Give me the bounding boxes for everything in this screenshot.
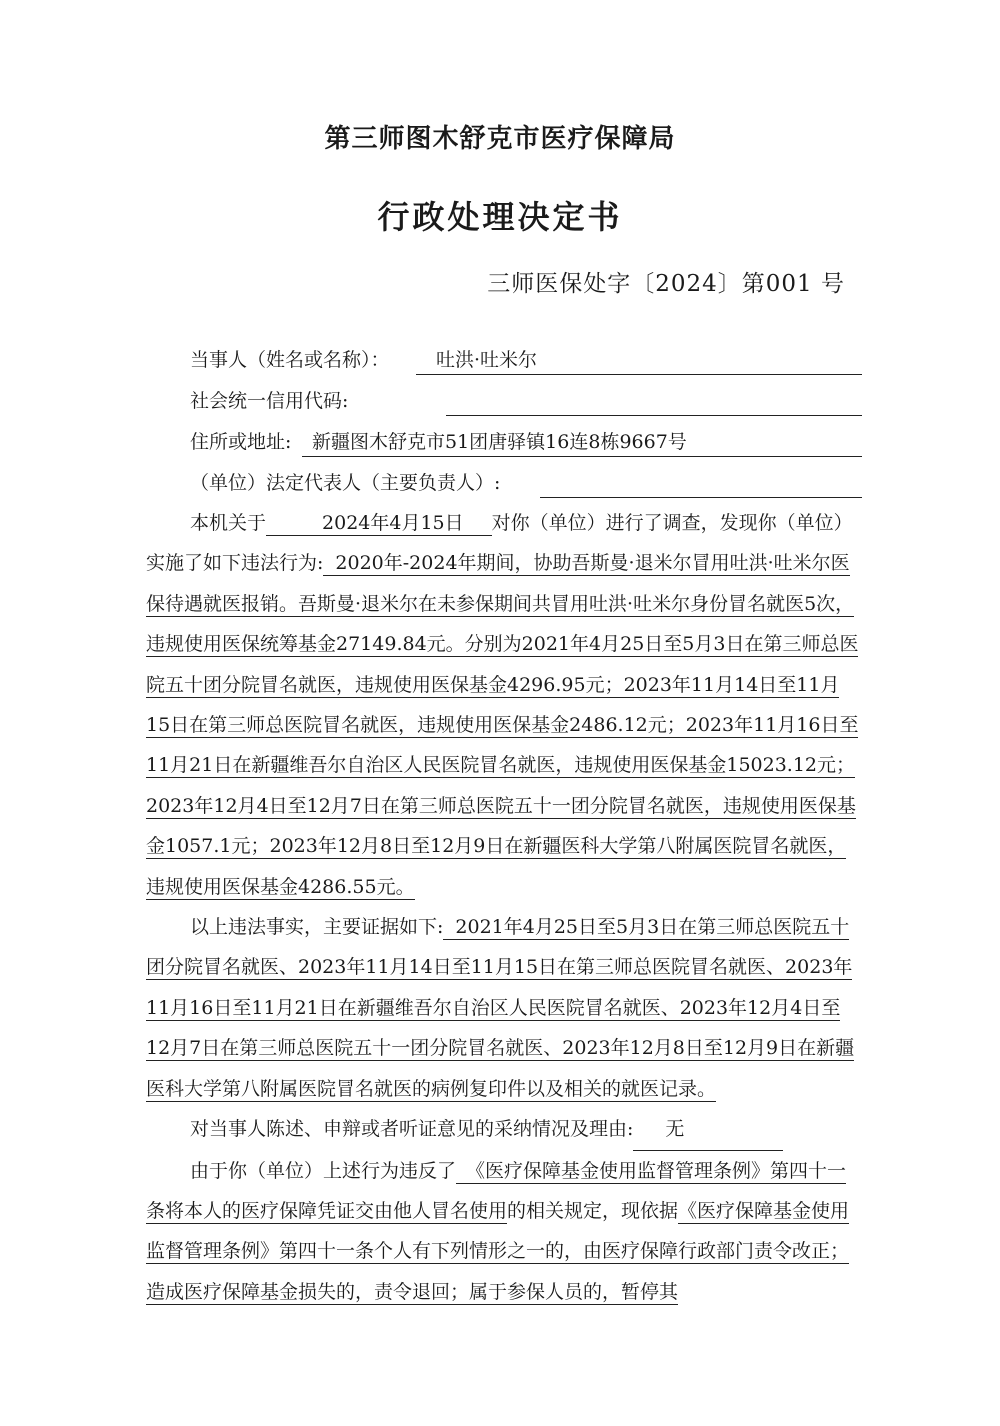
investigation-paragraph — [146, 503, 860, 907]
document-body — [146, 503, 860, 1312]
investigation-prefix: 本机关于 — [190, 512, 267, 534]
evidence-description: 2021年4月25日至5月3日在第三师总医院五十团分院冒名就医、2023年11月14日至11月15日在第三师总医院冒名就医、2023年11月16日至11月21日在新疆维吾尔自治区人民医院冒名就医、2023年12月4日至12月7日在第三师总医院五十一团分院冒名就医、2023年12月8日至12月9日在新疆医科大学第八附属医院冒名就医的病例复印件以及相关的就医记录。 — [146, 916, 855, 1100]
violation-description: 2020年-2024年期间，协助吾斯曼·退米尔冒用吐洪·吐米尔医保待遇就医报销。吾斯曼·退米尔在未参保期间共冒用吐洪·吐米尔身份冒名就医5次，违规使用医保统筹基金27149.84元。分别为2021年4月25日至5月3日在第三师总医院五十团分院冒名就医，违规使用医保基金4296.95元；2023年11月14日至11月15日在第三师总医院冒名就医，违规使用医保基金2486.12元；2023年11月16日至11月21日在新疆维吾尔自治区人民医院冒名就医，违规使用医保基金15023.12元；2023年12月4日至12月7日在第三师总医院五十一团分院冒名就医，违规使用医保基金1057.1元；2023年12月8日至12月9日在新疆医科大学第八附属医院冒名就医，违规使用医保基金4286.55元。 — [146, 552, 859, 898]
statement-value: 无 — [633, 1109, 783, 1150]
statement-paragraph — [146, 1109, 860, 1150]
document-title: 行政处理决定书 — [377, 198, 623, 236]
evidence-paragraph — [146, 907, 860, 1109]
ruling-paragraph — [146, 1151, 860, 1313]
evidence-prefix: 以上违法事实，主要证据如下: — [190, 916, 444, 939]
party-name-label: 当事人（姓名或名称）： — [190, 349, 390, 371]
investigation-date: 2024年4月15日 — [266, 512, 492, 536]
violated-provision: 《医疗保障基金使用监督管理条例》第四十一条将本人的医疗保障凭证交由他人冒名使用 — [146, 1159, 847, 1222]
legal-basis: 《医疗保障基金使用监督管理条例》第四十一条个人有下列情形之一的，由医疗保障行政部门责令改正；造成医疗保障基金损失的，责令退回；属于参保人员的，暂停其 — [146, 1199, 850, 1303]
statement-prefix: 对当事人陈述、申辩或者听证意见的采纳情况及理由: — [190, 1118, 634, 1141]
ruling-prefix: 由于你（单位）上述行为违反了 — [190, 1159, 457, 1182]
legal-representative-value — [540, 468, 862, 498]
document-number: 三师医保处字〔2024〕第001 号 — [487, 271, 845, 297]
party-name-value: 吐洪·吐米尔 — [416, 345, 862, 375]
address-value: 新疆图木舒克市51团唐驿镇16连8栋9667号 — [302, 427, 862, 457]
address-label: 住所或地址: — [190, 431, 292, 453]
ruling-middle: 的相关规定，现依据 — [507, 1199, 679, 1222]
legal-representative-label: （单位）法定代表人（主要负责人）: — [190, 472, 501, 494]
credit-code-value — [446, 386, 862, 416]
credit-code-label: 社会统一信用代码: — [190, 390, 349, 412]
organization-name: 第三师图木舒克市医疗保障局 — [324, 124, 676, 154]
investigation-middle: 对你（单位）进行了调查，发现你（单位）实施了如下违法行为: — [146, 512, 853, 575]
